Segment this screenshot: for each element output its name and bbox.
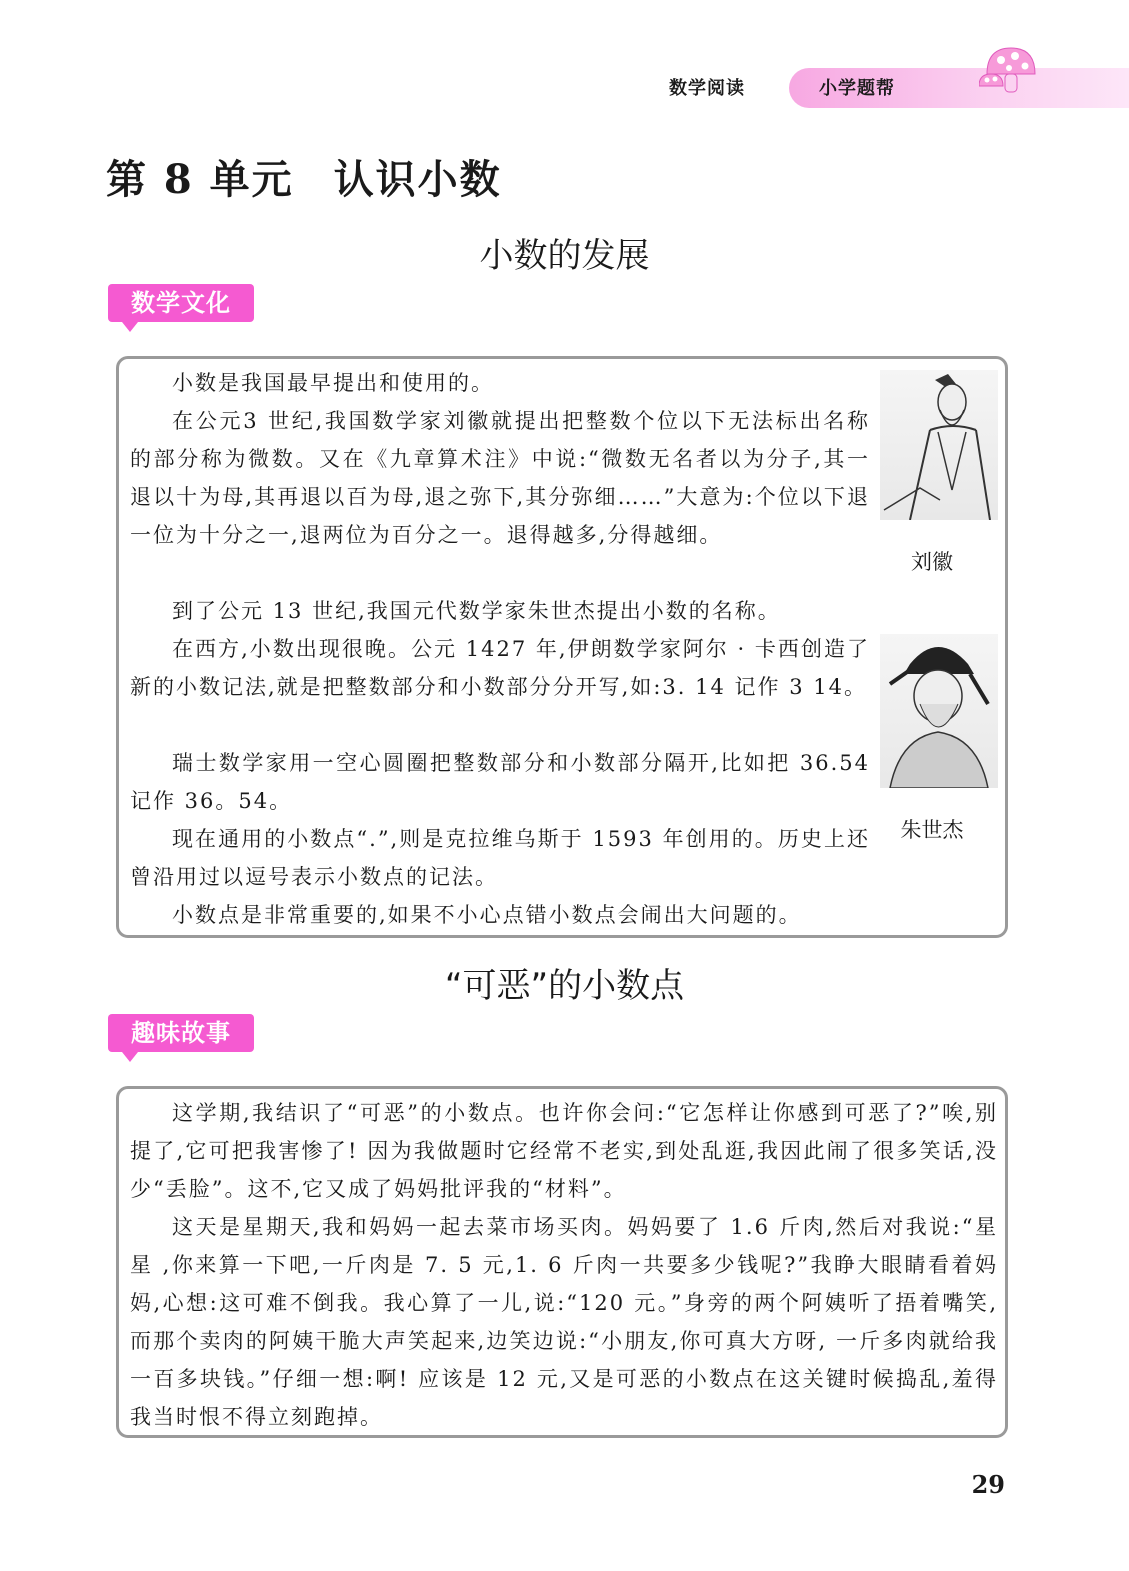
unit-number: 第 8 单元 [106,156,294,203]
section1-tag: 数学文化 [108,284,254,322]
s1-paragraph-2: 在公元3 世纪,我国数学家刘徽就提出把整数个位以下无法标出名称的部分称为微数。又在《九章算术注》中说:“微数无名者以为分子,其一退以十为母,其再退以百为母,退之弥下,其分弥细……”大意为:个位以下退一位为十分之一,退两位为百分之一。退得越多,分得越细。 [130,409,870,547]
portrait-liu-hui-caption: 刘徽 [911,550,953,574]
s1-paragraph-6: 现在通用的小数点“.”,则是克拉维乌斯于 1593 年创用的。历史上还曾沿用过以逗号表示小数点的记法。 [130,827,870,889]
s2-paragraph-2: 这天是星期天,我和妈妈一起去菜市场买肉。妈妈要了 1.6 斤肉,然后对我说:“星星 ,你来算一下吧,一斤肉是 7. 5 元,1. 6 斤肉一共要多少钱呢?”我睁大眼睛看着妈妈,心想:这可难不倒我。我心算了一儿,说:“120 元。”身旁的两个阿姨听了捂着嘴笑,而那个卖肉的阿姨干脆大声笑起来,边笑边说:“小朋友,你可真大方呀, 一斤多肉就给我一百多块钱。”仔细一想:啊! 应该是 12 元,又是可恶的小数点在这关键时候捣乱,羞得我当时恨不得立刻跑掉。 [130,1215,998,1429]
s1-paragraph-3: 到了公元 13 世纪,我国元代数学家朱世杰提出小数的名称。 [172,599,781,623]
page-number: 29 [971,1470,1005,1499]
portrait-liu-hui [880,370,998,520]
unit-title: 认识小数 [333,156,502,203]
s1-paragraph-4: 在西方,小数出现很晚。公元 1427 年,伊朗数学家阿尔 · 卡西创造了新的小数记法,就是把整数部分和小数部分分开写,如:3. 14 记作 3 14。 [130,637,870,699]
section2-title: “可恶”的小数点 [444,966,685,1006]
s1-paragraph-5: 瑞士数学家用一空心圆圈把整数部分和小数部分隔开,比如把 36.54 记作 36。54。 [130,751,870,813]
s2-paragraph-1: 这学期,我结识了“可恶”的小数点。也许你会问:“它怎样让你感到可恶了?”唉,别提了,它可把我害惨了! 因为我做题时它经常不老实,到处乱逛,我因此闹了很多笑话,没少“丢脸”。这不,它又成了妈妈批评我的“材料”。 [130,1101,999,1201]
section1-title: 小数的发展 [479,236,650,276]
page-header [669,44,1129,114]
s1-paragraph-1: 小数是我国最早提出和使用的。 [172,371,494,395]
portrait-zhu-shijie [880,634,998,788]
portrait-zhu-shijie-caption: 朱世杰 [900,818,964,842]
header-section-label: 数学阅读 [669,78,745,99]
header-brand-label: 小学题帮 [819,78,895,99]
unit-heading [106,148,502,205]
s1-paragraph-7: 小数点是非常重要的,如果不小心点错小数点会闹出大问题的。 [172,903,802,927]
section2-tag: 趣味故事 [108,1014,254,1052]
mushroom-icon [979,44,1039,104]
